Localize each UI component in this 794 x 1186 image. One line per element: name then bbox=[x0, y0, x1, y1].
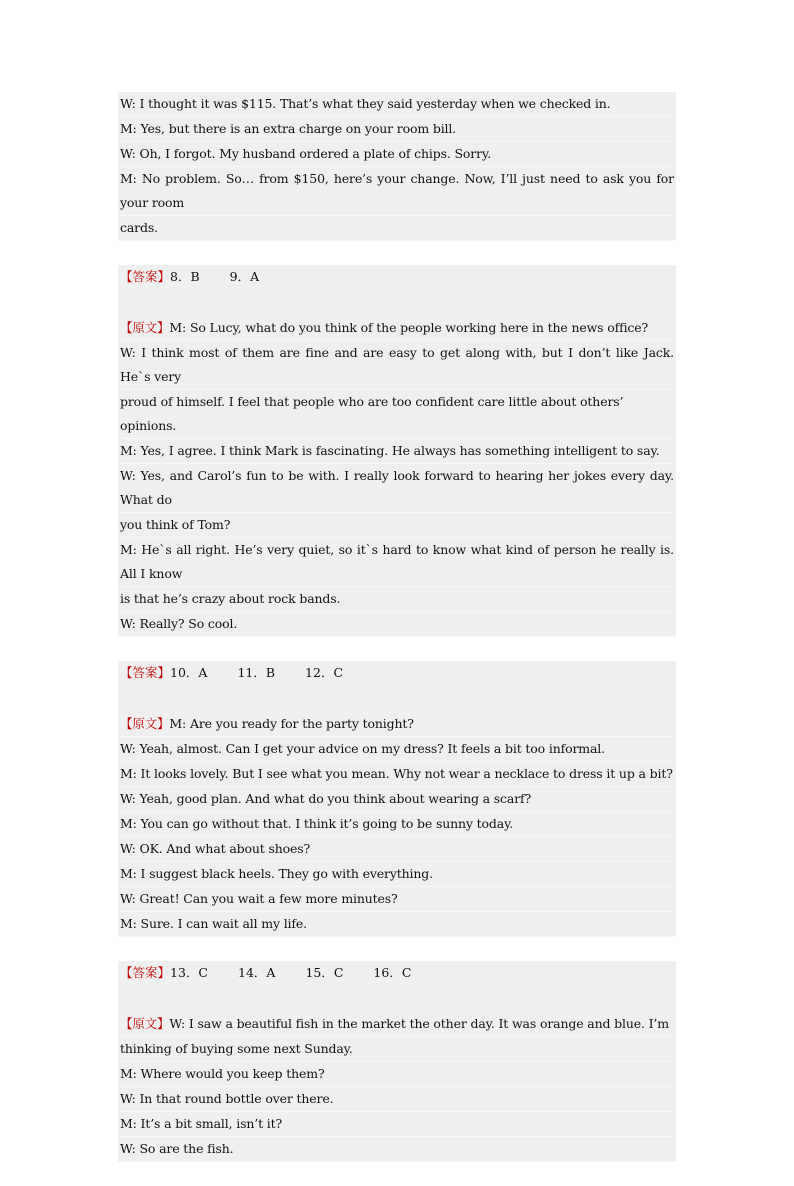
dialogue-line: M: No problem. So… from $150, here’s your change. Now, I’ll just need to ask you for your room bbox=[118, 167, 676, 216]
answer-item: 10．A bbox=[170, 665, 208, 680]
dialogue-line: M: I suggest black heels. They go with everything. bbox=[118, 862, 676, 887]
dialogue-line: W: Great! Can you wait a few more minutes? bbox=[118, 887, 676, 912]
dialogue-line: M: Yes, I agree. I think Mark is fascinating. He always has something intelligent to say. bbox=[118, 439, 676, 464]
dialogue-line: M: He`s all right. He’s very quiet, so it`s hard to know what kind of person he really is. All I know bbox=[118, 538, 676, 587]
dialogue-line: M: Yes, but there is an extra charge on your room bill. bbox=[118, 117, 676, 142]
dialogue-line bbox=[118, 316, 676, 341]
source-tag: 【原文】 bbox=[120, 1016, 170, 1031]
dialogue-line: cards. bbox=[118, 216, 676, 241]
answer-item: 11．B bbox=[237, 665, 276, 680]
dialogue-line: you think of Tom? bbox=[118, 513, 676, 538]
dialogue-line: M: Sure. I can wait all my life. bbox=[118, 912, 676, 937]
dialogue-line: W: Yes, and Carol’s fun to be with. I really look forward to hearing her jokes every day. What do bbox=[118, 464, 676, 513]
dialogue-line bbox=[118, 1012, 676, 1037]
dialogue-line: W: Really? So cool. bbox=[118, 612, 676, 637]
dialogue-line: W: Yeah, good plan. And what do you think about wearing a scarf? bbox=[118, 787, 676, 812]
answer-block-3 bbox=[118, 661, 676, 937]
answer-item: 13．C bbox=[170, 965, 208, 980]
dialogue-line: M: It looks lovely. But I see what you mean. Why not wear a necklace to dress it up a bit? bbox=[118, 762, 676, 787]
answer-item: 15．C bbox=[305, 965, 344, 980]
dialogue-line: W: OK. And what about shoes? bbox=[118, 837, 676, 862]
dialogue-text: M: So Lucy, what do you think of the people working here in the news office? bbox=[169, 320, 649, 335]
dialogue-text: W: I saw a beautiful fish in the market the other day. It was orange and blue. I’m bbox=[169, 1016, 669, 1031]
dialogue-line: is that he’s crazy about rock bands. bbox=[118, 587, 676, 612]
answer-line bbox=[118, 661, 676, 685]
dialogue-line: W: So are the fish. bbox=[118, 1137, 676, 1162]
dialogue-line: thinking of buying some next Sunday. bbox=[118, 1037, 676, 1062]
dialogue-line: W: I thought it was $115. That’s what they said yesterday when we checked in. bbox=[118, 92, 676, 117]
dialogue-line: M: Where would you keep them? bbox=[118, 1062, 676, 1087]
answer-line bbox=[118, 265, 676, 289]
answer-tag: 【答案】 bbox=[120, 665, 171, 680]
answer-tag: 【答案】 bbox=[120, 965, 171, 980]
dialogue-line bbox=[118, 712, 676, 737]
answer-item: 8．B bbox=[170, 269, 200, 284]
document-page bbox=[118, 92, 676, 1186]
dialogue-line: M: It’s a bit small, isn’t it? bbox=[118, 1112, 676, 1137]
answer-tag: 【答案】 bbox=[120, 269, 171, 284]
dialogue-text: M: Are you ready for the party tonight? bbox=[169, 716, 414, 731]
dialogue-line: M: You can go without that. I think it’s going to be sunny today. bbox=[118, 812, 676, 837]
dialogue-line: W: In that round bottle over there. bbox=[118, 1087, 676, 1112]
answer-block-2 bbox=[118, 265, 676, 637]
answer-item: 12．C bbox=[305, 665, 344, 680]
source-tag: 【原文】 bbox=[120, 716, 170, 731]
transcript-block-1 bbox=[118, 92, 676, 241]
dialogue-line: proud of himself. I feel that people who are too confident care little about others’ opinions. bbox=[118, 390, 676, 439]
dialogue-line: W: Oh, I forgot. My husband ordered a plate of chips. Sorry. bbox=[118, 142, 676, 167]
answer-item: 16．C bbox=[373, 965, 412, 980]
dialogue-line: W: Yeah, almost. Can I get your advice on my dress? It feels a bit too informal. bbox=[118, 737, 676, 762]
answer-block-4 bbox=[118, 961, 676, 1162]
answer-item: 14．A bbox=[238, 965, 276, 980]
answer-item: 9．A bbox=[229, 269, 260, 284]
source-tag: 【原文】 bbox=[120, 320, 170, 335]
answer-line bbox=[118, 961, 676, 985]
dialogue-line: W: I think most of them are fine and are easy to get along with, but I don’t like Jack. He`s very bbox=[118, 341, 676, 390]
